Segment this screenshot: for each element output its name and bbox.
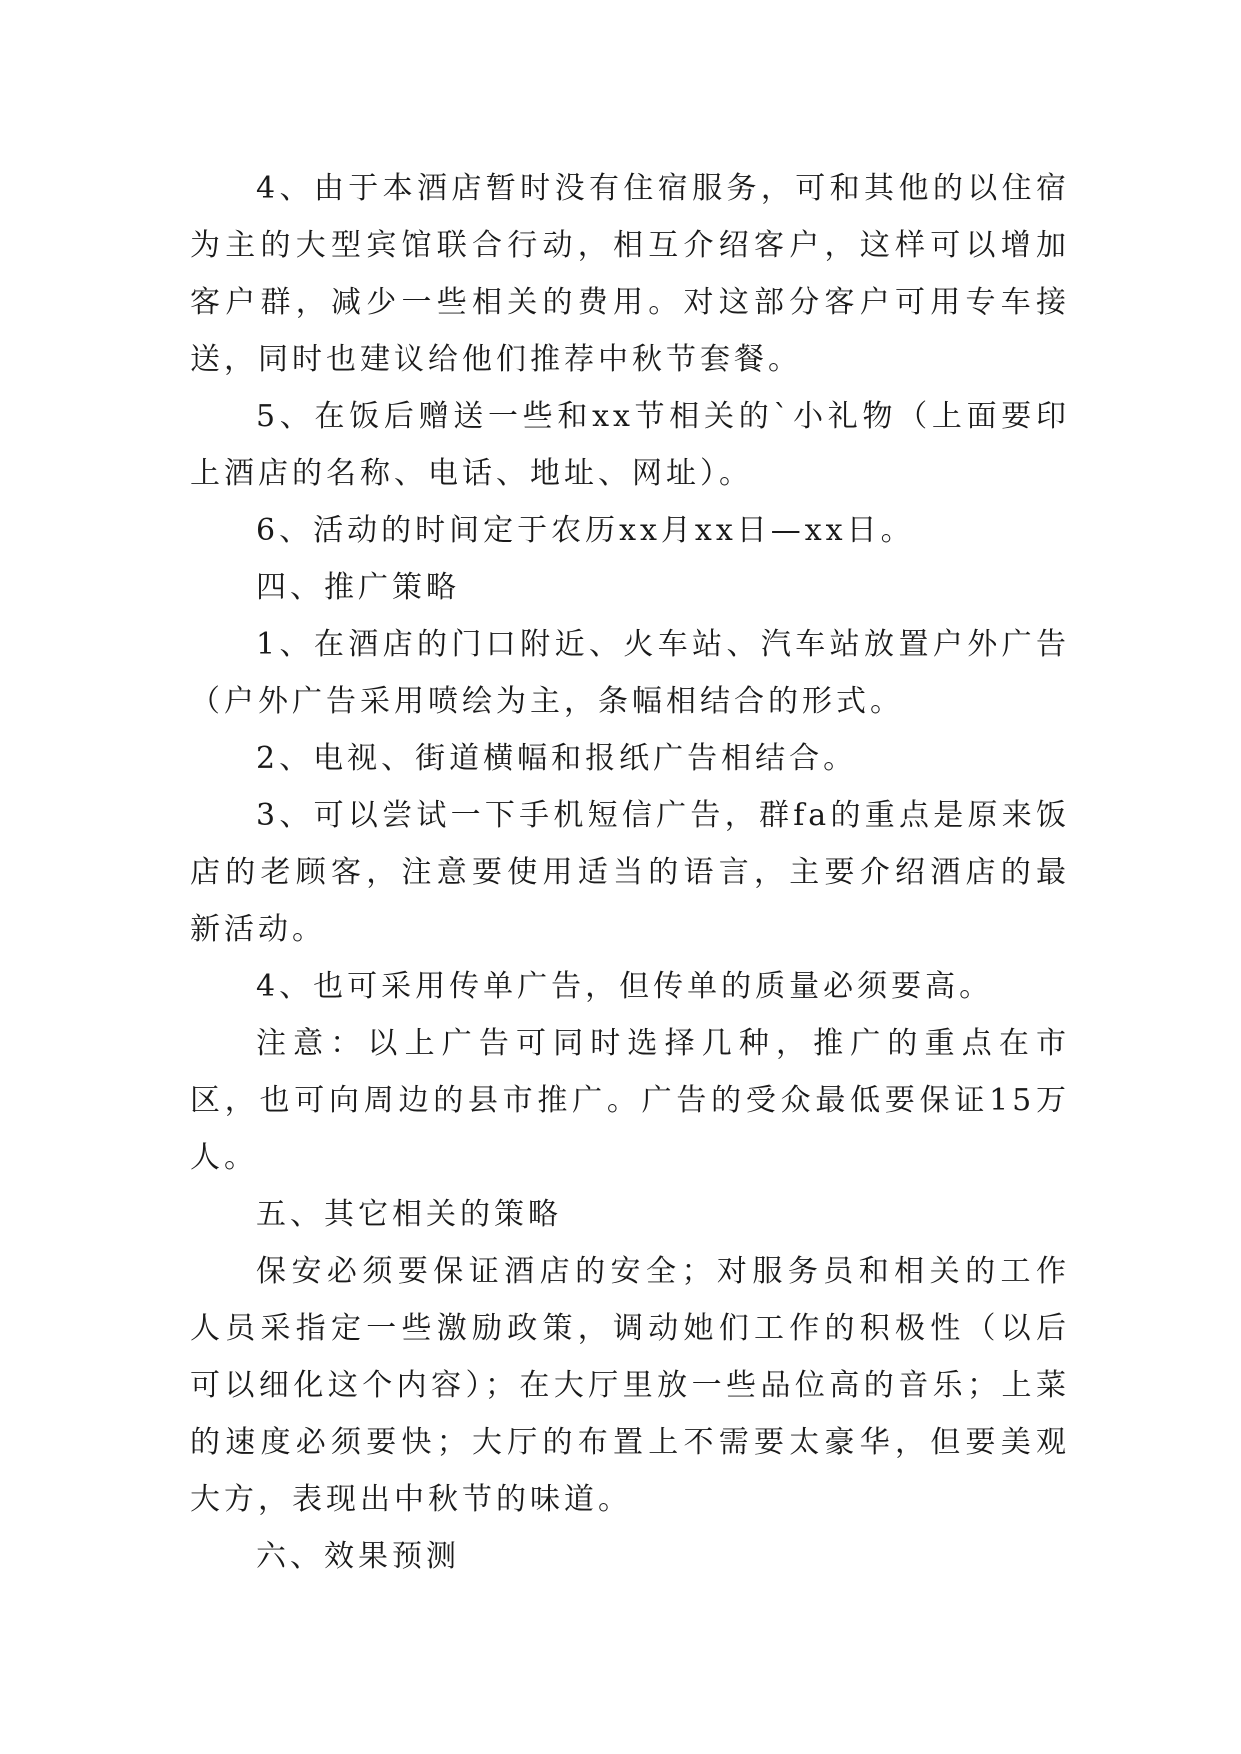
paragraph-flyer-ads: 4、也可采用传单广告，但传单的质量必须要高。 — [256, 969, 994, 1004]
section-heading-other-strategies: 五、其它相关的策略 — [256, 1197, 562, 1232]
paragraph-outdoor-ads: 1、在酒店的门口附近、火车站、汽车站放置户外广告（户外广告采用喷绘为主，条幅相结合的形式。 — [190, 627, 1070, 719]
section-heading-effect-forecast: 六、效果预测 — [256, 1539, 460, 1574]
paragraph-event-dates: 6、活动的时间定于农历xx月xx日—xx日。 — [256, 513, 915, 548]
paragraph-tv-ads: 2、电视、街道横幅和报纸广告相结合。 — [256, 741, 858, 776]
paragraph-sms-ads: 3、可以尝试一下手机短信广告，群fa的重点是原来饭店的老顾客，注意要使用适当的语言，主要介绍酒店的最新活动。 — [190, 798, 1070, 947]
paragraph-service-strategies: 保安必须要保证酒店的安全；对服务员和相关的工作人员采指定一些激励政策，调动她们工作的积极性（以后可以细化这个内容）；在大厅里放一些品位高的音乐；上菜的速度必须要快；大厅的布置上不需要太豪华，但要美观大方，表现出中秋节的味道。 — [190, 1254, 1070, 1517]
paragraph-note: 注意：以上广告可同时选择几种，推广的重点在市区，也可向周边的县市推广。广告的受众最低要保证15万人。 — [190, 1026, 1070, 1175]
document-body — [190, 160, 1070, 1585]
paragraph-gifts: 5、在饭后赠送一些和xx节相关的`小礼物（上面要印上酒店的名称、电话、地址、网址）。 — [190, 399, 1070, 491]
section-heading-promotion: 四、推广策略 — [256, 570, 460, 605]
paragraph-hotel-partnership: 4、由于本酒店暂时没有住宿服务，可和其他的以住宿为主的大型宾馆联合行动，相互介绍客户，这样可以增加客户群，减少一些相关的费用。对这部分客户可用专车接送，同时也建议给他们推荐中秋节套餐。 — [190, 171, 1070, 377]
